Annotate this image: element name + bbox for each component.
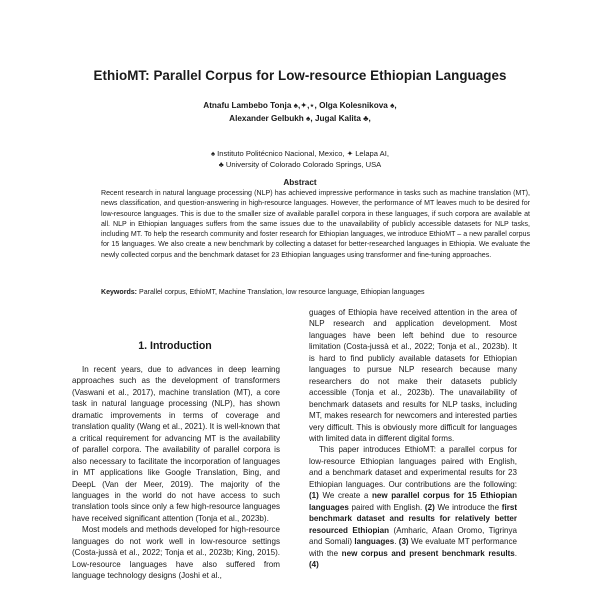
intro-paragraph-2: Most models and methods developed for high-resource languages do not work well in low-resource settings (Costa-jussà et al., 2022; Tonja et al., 2023b; King, 2015). Low-resource languages have also suffered from language technology designs (Joshi et al., — [72, 525, 280, 581]
abstract-text: Recent research in natural language processing (NLP) has achieved impressive performance in tasks such as machine translation (MT), news classification, and question-answering in high-resource languages. However, the performance of MT leaves much to be desired for low-resource languages. This is due to the smaller size of available parallel corpora in these languages, if such corpora are available at all. NLP in Ethiopian languages suffers from the same issues due to the unavailability of publicly accessible datasets for NLP tasks, including MT. To help the research community and foster research for Ethiopian languages, we introduce EthioMT – a new parallel corpus for 15 languages. We also create a new benchmark by collecting a dataset for better-researched languages in Ethiopia. We evaluate the newly collected corpus and the benchmark dataset for 23 Ethiopian languages using transformer and fine-tuning approaches. — [101, 190, 530, 259]
keywords-text: Parallel corpus, EthioMT, Machine Translation, low resource language, Ethiopian languages — [139, 289, 425, 296]
contrib-emphasis: new corpus and present benchmark results — [341, 548, 515, 558]
contrib-num: (2) — [424, 502, 435, 512]
authors-line-2: Alexander Gelbukh ♠, Jugal Kalita ♣, — [229, 113, 371, 123]
paper-title: EthioMT: Parallel Corpus for Low-resource Ethiopian Languages — [93, 68, 507, 83]
affiliations — [0, 149, 600, 170]
contrib-num: (1) — [309, 491, 319, 501]
authors-line-1: Atnafu Lambebo Tonja ♠,✦,⋆, Olga Kolesnikova ♠, — [203, 101, 397, 110]
contrib-text: This paper introduces EthioMT: a parallel corpus for low-resource Ethiopian languages paired with English, and a benchmark dataset and experimental results for 23 Ethiopian languages. Our contributions are the following: — [309, 445, 517, 489]
abstract-heading: Abstract — [283, 178, 317, 187]
contrib-num: (4) — [309, 559, 319, 569]
contrib-text: paired with English. — [348, 502, 425, 512]
intro-paragraph-1: In recent years, due to advances in deep learning approaches such as the development of transformers (Vaswani et al., 2017), machine translation (MT), a core task in natural language processing (NLP), has shown dramatic improvements in terms of coverage and translation quality (Wang et al., 2021). It is well-known that a critical requirement for advancing MT is the availability of parallel corpora. The availability of parallel corpora is also necessary to facilitate the incorporation of languages in MT applications like Google Translation, Bing, and DeepL (Van der Meer, 2019). The majority of the languages in the world do not have access to such translation tools since only a few high-resource languages have received significant attention (Tonja et al., 2023b). — [72, 365, 280, 523]
contrib-num: (3) — [398, 537, 409, 547]
right-column — [309, 307, 517, 600]
contrib-emphasis: languages — [354, 537, 395, 547]
contrib-text: We create a — [318, 491, 373, 501]
section-heading-introduction: 1. Introduction — [138, 340, 212, 352]
left-column — [72, 364, 280, 600]
contrib-emphasis: first benchmark dataset and results for relatively better resourced Ethiopian — [309, 502, 517, 535]
contrib-text: We introduce the — [434, 502, 502, 512]
contrib-text: (Amharic, Afaan Oromo, Tigrinya and Somali) — [309, 525, 517, 547]
contrib-text: We evaluate MT performance with the — [309, 537, 517, 558]
contrib-text: . — [514, 548, 517, 558]
keywords — [101, 288, 530, 298]
contributions-paragraph — [309, 444, 517, 570]
right-paragraph-1: guages of Ethiopia have received attention in the area of NLP research and application development. Most languages have been left behind due to resource limitation (Costa-jussà et al., 2022; Tonja et al., 2023b). It is hard to find publicly available datasets for Ethiopian languages to pursue NLP research because many researchers do not make their datasets publicly accessible (Tonja et al., 2023b). The unavailability of benchmark datasets and results for NLP tasks, including MT, makes research for newcomers and interested parties very difficult. This is obviously more difficult for languages with limited data in different digital forms. — [309, 308, 517, 443]
author-list — [0, 100, 600, 125]
contrib-emphasis: new parallel corpus for 15 Ethiopian languages — [309, 491, 517, 512]
affiliation-line-1: ♠ Instituto Politécnico Nacional, Mexico, ✦ Lelapa AI, — [211, 149, 389, 158]
affiliation-line-2: ♣ University of Colorado Colorado Springs, USA — [218, 159, 382, 169]
contrib-text: . — [394, 537, 399, 547]
keywords-label: Keywords: — [101, 289, 138, 296]
